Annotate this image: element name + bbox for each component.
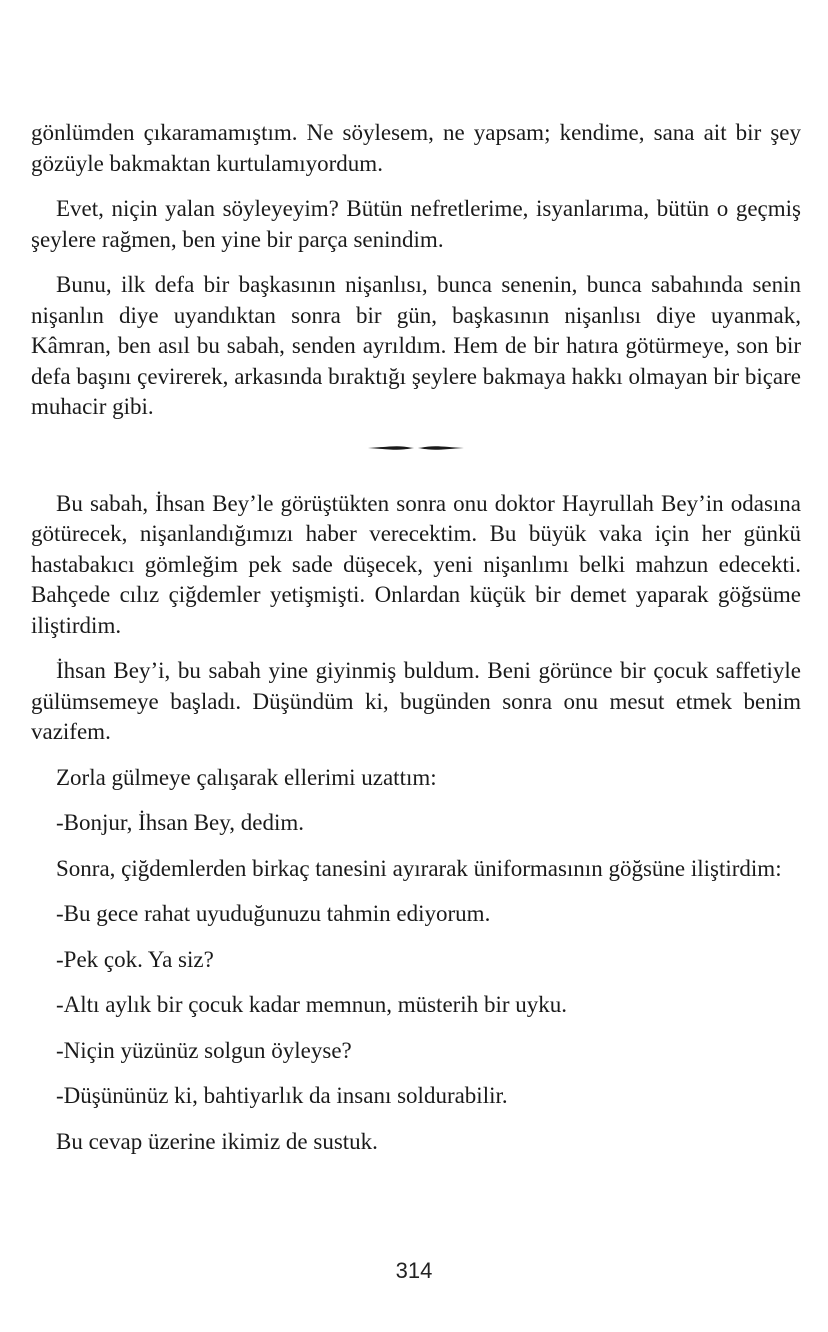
dialogue-line-1: -Bonjur, İhsan Bey, dedim. [56, 810, 304, 835]
paragraph-4: Bu sabah, İhsan Bey’le görüştükten sonra onu doktor Hayrullah Bey’in odasına götürecek, nişanlandığımızı haber verecektim. Bu büyük vaka için her günkü hastabakıcı gömleğim pek sade düşecek, yeni nişanlımı belki mahzun edecekti. Bahçede cılız çiğdemler yetişmişti. Onlardan küçük bir demet yaparak göğsüme iliştirdim. [31, 490, 801, 638]
paragraph-1: gönlümden çıkaramamıştım. Ne söylesem, ne yapsam; kendime, sana ait bir şey gözüyle bakmaktan kurtulamıyordum. [31, 120, 801, 176]
paragraph-2: Evet, niçin yalan söyleyeyim? Bütün nefretlerime, isyanlarıma, bütün o geçmiş şeylere rağmen, ben yine bir parça senindim. [31, 196, 801, 252]
paragraph-6: Zorla gülmeye çalışarak ellerimi uzattım: [56, 764, 437, 790]
ornamental-divider-icon [366, 442, 466, 454]
paragraph-5: İhsan Bey’i, bu sabah yine giyinmiş buldum. Beni görünce bir çocuk saffetiyle gülümsemeye başladı. Düşündüm ki, bugünden sonra onu mesut etmek benim vazifem. [31, 658, 801, 744]
dialogue-line-4: -Altı aylık bir çocuk kadar memnun, müsterih bir uyku. [56, 992, 567, 1017]
dialogue-line-5: -Niçin yüzünüz solgun öyleyse? [56, 1037, 352, 1063]
dialogue-line-6: -Düşününüz ki, bahtiyarlık da insanı soldurabilir. [56, 1083, 508, 1108]
paragraph-8: Bu cevap üzerine ikimiz de sustuk. [56, 1128, 378, 1154]
paragraph-3: Bunu, ilk defa bir başkasının nişanlısı, bunca senenin, bunca sabahında senin nişanlın diye uyandıktan sonra bir gün, başkasının nişanlısı diye uyanmak, Kâmran, ben asıl bu sabah, senden ayrıldım. Hem de bir hatıra götürmeye, son bir defa başını çevirerek, arkasında bıraktığı şeylere bakmaya hakkı olmayan bir biçare muhacir gibi. [31, 272, 801, 419]
dialogue-line-2: -Bu gece rahat uyuduğunuzu tahmin ediyorum. [56, 901, 491, 926]
page-body [31, 118, 801, 1172]
dialogue-line-3: -Pek çok. Ya siz? [56, 946, 214, 972]
paragraph-7: Sonra, çiğdemlerden birkaç tanesini ayırarak üniformasının göğsüne iliştirdim: [56, 855, 782, 881]
page-number: 314 [395, 1258, 433, 1283]
